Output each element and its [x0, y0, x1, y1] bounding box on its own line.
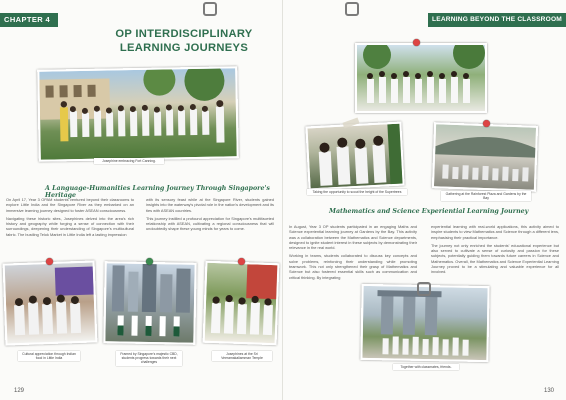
photo-temple: [203, 261, 280, 346]
chapter-tab: CHAPTER 4: [0, 13, 58, 27]
photo-caption: Together with classmates, friends.: [393, 364, 459, 370]
body-column-2: [146, 197, 274, 235]
pushpin-icon: [146, 258, 153, 265]
pushpin-icon: [483, 120, 490, 127]
paragraph: In August, Year 3 OP students participated in an engaging Maths and Science experiential learning journey at Gardens by the Bay. This activity was a collaboration between the Mathematics and Science departments, designed to ignite student interest in these subjects by demonstrating their relevance in the real world.: [289, 224, 417, 251]
page-number: 130: [543, 388, 554, 394]
section-tab: LEARNING BEYOND THE CLASSROOM: [428, 13, 566, 27]
photo-caption: Cultural appreciation through Indian food in Little India: [18, 351, 80, 361]
paragraph: experiential learning with real-world applications, this activity aimed to inspire students to view Mathematics and Science through a different lens, emphasising their practical importance.: [431, 224, 559, 240]
paperclip-icon: [203, 2, 217, 16]
paragraph: On April 17, Year 3 OPAM students ventured beyond their classrooms to explore Little India and the Singapore River as they embarked on an immersive learning journey designed to foster ASEAN consciousness.: [6, 197, 134, 213]
section-title-heritage: A Language-Humanities Learning Journey Through Singapore's Heritage: [45, 185, 270, 199]
page-number: 129: [14, 388, 25, 394]
pushpin-icon: [413, 39, 420, 46]
paragraph: Working in teams, students collaborated to discuss key concepts and solve problems, reinforcing their understanding while promoting teamwork. This not only strengthened their grasp of Mathematics and Science but also fostered essential skills such as communication and critical thinking. By integrating: [289, 253, 417, 280]
photo-caption: Gathering at the Rainforest Plaza and Gardens by the Bay: [441, 191, 531, 201]
body-column-1: [6, 197, 134, 240]
hero-photo: [37, 66, 239, 161]
photo-supertrees: [305, 122, 404, 191]
paperclip-icon: [345, 2, 359, 16]
paperclip-icon: [417, 282, 431, 296]
pushpin-icon: [238, 258, 245, 265]
body-column-1: [289, 224, 417, 283]
paragraph: Navigating these historic sites, Josephines delved into the area's rich history and geography while forging a sense of connection with their surroundings, deepening their understanding of Singapore's multicultural fabric. The bustling Telok Market in Little India left a lasting impression: [6, 215, 134, 237]
paragraph: This journey instilled a profound appreciation for Singapore's multifaceted relationship with ASEAN, cultivating a regional consciousness that will undoubtedly shape these young minds for years to come.: [146, 215, 274, 232]
paragraph: The journey not only enriched the students' educational experience but also served to cultivate a sense of curiosity and passion for these subjects, potentially guiding them towards future careers in Science and Mathematics. Overall, the Mathematics and Science Experiential Learning Journey proved to be a stimulating and valuable experience for all involved.: [431, 242, 559, 275]
pushpin-icon: [46, 258, 53, 265]
photo-caption: Framed by Singapore's majestic CBD, students progress towards their next challenges: [116, 351, 182, 366]
photo-caption: Josephines at the Sri Veeramakaliamman Temple: [212, 351, 272, 361]
paragraph: with its sensory feast while at the Singapore River, students gained insights into the waterway's pivotal role in the nation's development and its ties with ASEAN countries.: [146, 197, 275, 213]
hero-caption: Josephine embracing Fort Canning.: [94, 158, 164, 164]
page-title: OP INTERDISCIPLINARY LEARNING JOURNEYS: [115, 28, 253, 54]
body-column-2: [431, 224, 559, 278]
photo-caption: Taking the opportunity to scout the height of the Supertrees: [307, 189, 407, 195]
photo-little-india: [3, 260, 98, 345]
photo-rainforest-plaza: [432, 122, 538, 192]
section-title-maths-science: Mathematics and Science Experiential Learning Journey: [329, 208, 529, 215]
photo-cbd: [103, 261, 196, 345]
photo-group-top: [355, 43, 487, 113]
right-page: [283, 0, 566, 400]
